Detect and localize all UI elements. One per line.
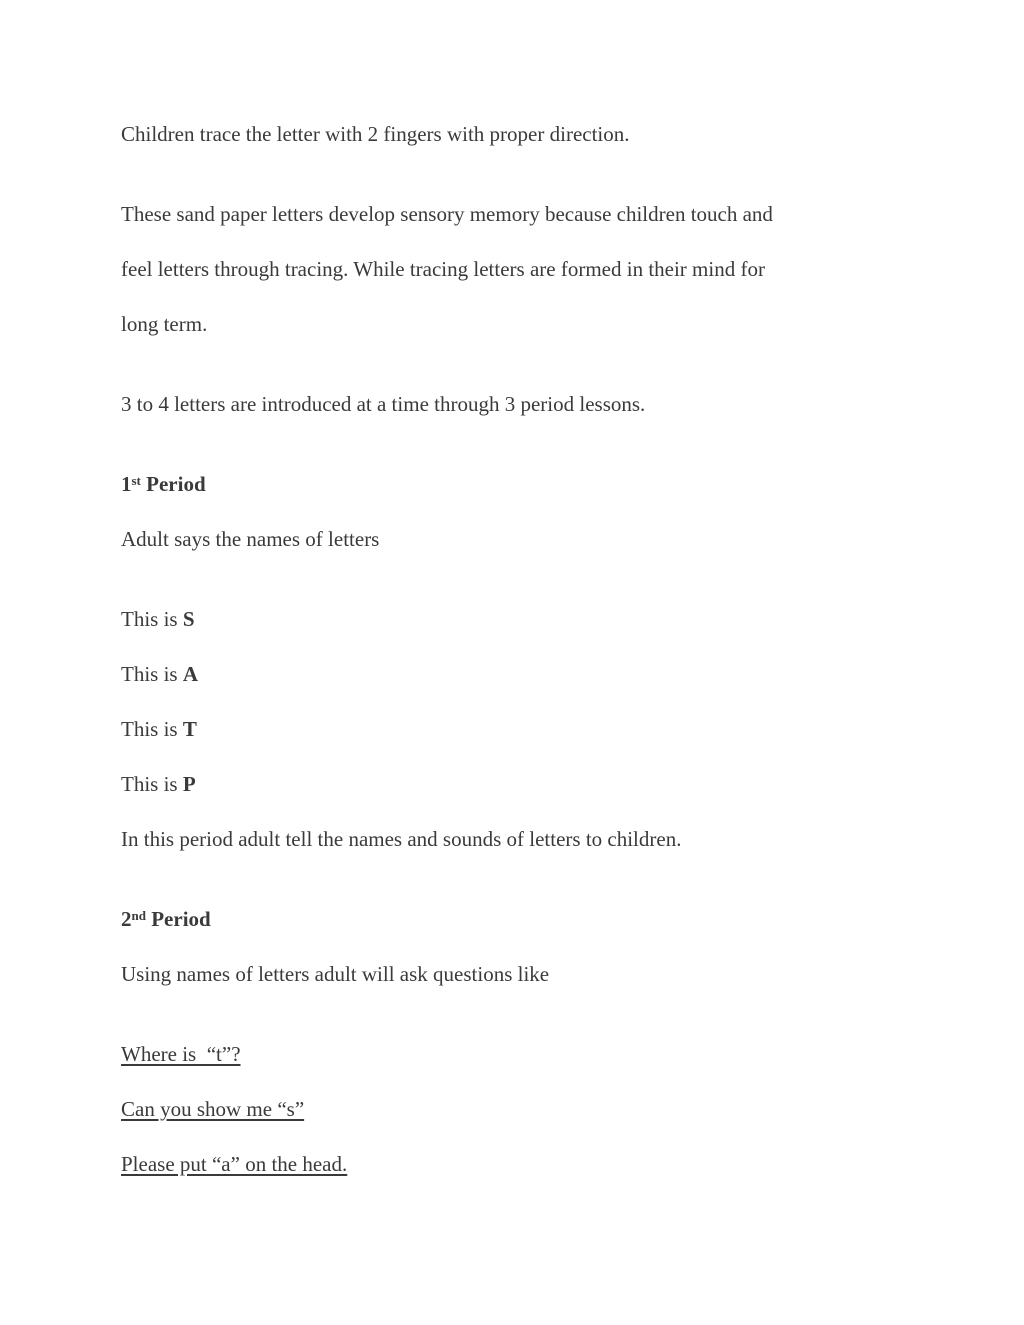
item-prefix: This is bbox=[121, 772, 183, 796]
question-item: Can you show me “s” bbox=[121, 1097, 305, 1121]
period-1-item bbox=[121, 660, 198, 688]
period-2-intro: Using names of letters adult will ask questions like bbox=[121, 962, 550, 986]
period-2-suffix: nd bbox=[131, 908, 146, 923]
question-item: Please put “a” on the head. bbox=[121, 1152, 348, 1176]
period-1-heading bbox=[121, 470, 206, 498]
item-prefix: This is bbox=[121, 662, 183, 686]
period-1-suffix: st bbox=[131, 473, 141, 488]
paragraph-sensory-line-2: feel letters through tracing. While tracing letters are formed in their mind for bbox=[121, 257, 765, 281]
paragraph-sensory-line-1: These sand paper letters develop sensory memory because children touch and bbox=[121, 202, 773, 226]
item-letter: S bbox=[182, 607, 195, 631]
item-letter: P bbox=[182, 772, 196, 796]
item-letter: A bbox=[182, 662, 199, 686]
period-1-word: Period bbox=[140, 472, 206, 496]
item-letter: T bbox=[182, 717, 197, 741]
period-1-intro: Adult says the names of letters bbox=[121, 527, 380, 551]
period-2-number: 2 bbox=[121, 907, 132, 931]
period-1-item bbox=[121, 605, 195, 633]
item-prefix: This is bbox=[121, 717, 183, 741]
period-1-summary: In this period adult tell the names and sounds of letters to children. bbox=[121, 827, 682, 851]
period-1-item bbox=[121, 770, 196, 798]
question-item: Where is “t”? bbox=[121, 1042, 241, 1066]
period-1-number: 1 bbox=[121, 472, 132, 496]
paragraph-sensory-line-3: long term. bbox=[121, 312, 208, 336]
item-prefix: This is bbox=[121, 607, 183, 631]
period-1-item bbox=[121, 715, 197, 743]
paragraph-introduction: 3 to 4 letters are introduced at a time through 3 period lessons. bbox=[121, 392, 646, 416]
paragraph-tracing: Children trace the letter with 2 fingers with proper direction. bbox=[121, 122, 630, 146]
period-2-heading bbox=[121, 905, 211, 933]
period-2-word: Period bbox=[145, 907, 211, 931]
